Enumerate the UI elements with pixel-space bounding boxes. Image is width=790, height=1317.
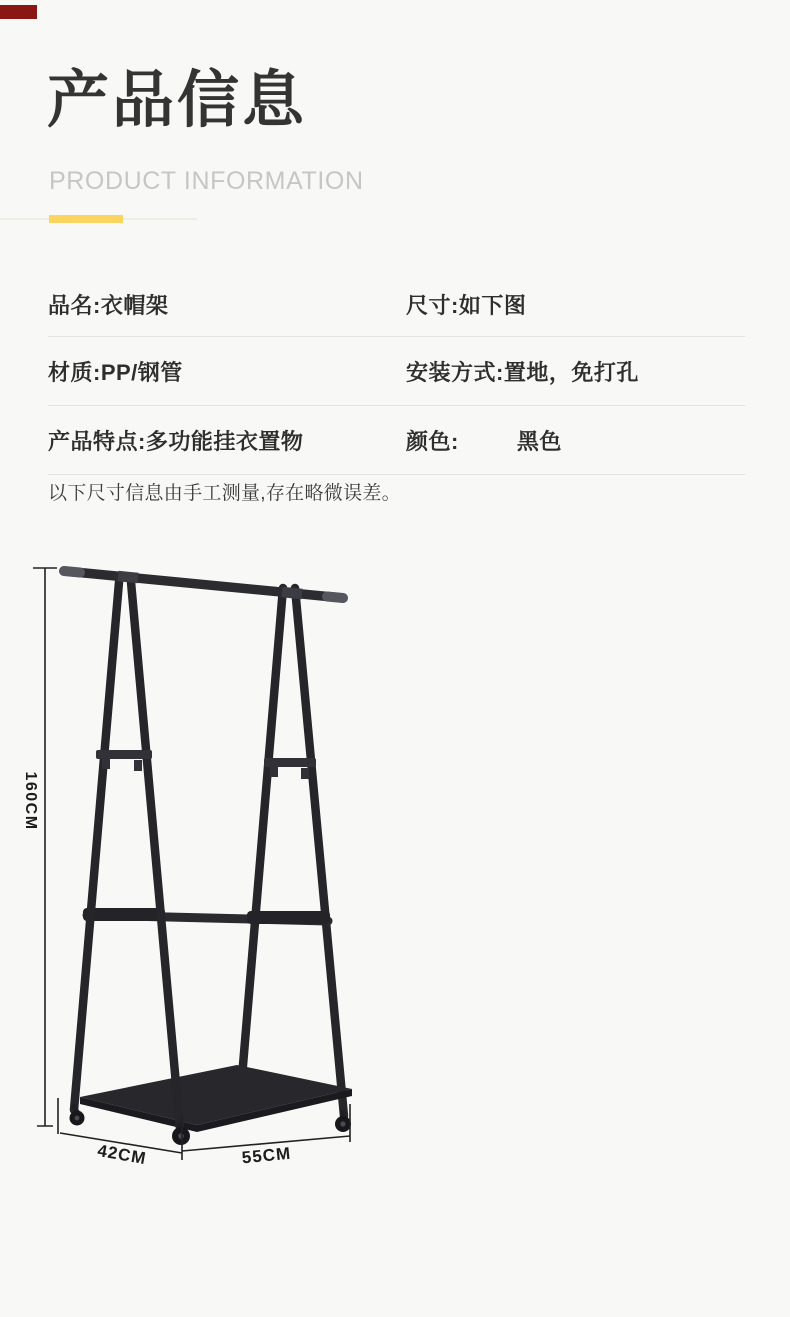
- spec-row-1: [48, 273, 745, 337]
- front-bracket-foot: [134, 760, 142, 771]
- front-bracket: [96, 750, 152, 759]
- page-subtitle: PRODUCT INFORMATION: [49, 167, 364, 195]
- cropped-red-banner-sliver: [0, 5, 37, 19]
- coat-rack-drawing: [64, 571, 352, 1145]
- rear-bracket: [264, 758, 316, 767]
- spec-material: 材质:PP/钢管: [48, 359, 183, 385]
- spec-row-2: [48, 337, 745, 406]
- spec-size: 尺寸:如下图: [406, 293, 527, 318]
- spec-features: 产品特点:多功能挂衣置物: [48, 428, 304, 454]
- spec-color: [406, 425, 745, 456]
- spec-row-3: [48, 406, 745, 475]
- front-left-leg: [74, 582, 119, 1110]
- bar-collar-left: [118, 576, 138, 578]
- page-title: 产品信息: [47, 66, 308, 135]
- spec-installation: 安装方式:置地，免打孔: [406, 359, 639, 385]
- caster-hub: [178, 1133, 184, 1139]
- product-dimension-diagram: [0, 540, 400, 1200]
- caster-hub: [75, 1116, 80, 1121]
- height-dimension-label: 160CM: [22, 771, 39, 831]
- coat-rack-svg: [0, 540, 400, 1200]
- measurement-note: 以下尺寸信息由手工测量,存在略微误差。: [48, 483, 401, 504]
- bottom-shelf: [80, 1065, 352, 1125]
- rear-right-leg: [295, 588, 344, 1116]
- spec-color-label: 颜色:: [406, 428, 459, 454]
- bar-end-cap-right: [327, 597, 343, 599]
- height-dimension-line: [33, 568, 57, 1126]
- bar-end-cap-left: [64, 571, 80, 573]
- front-right-leg: [131, 582, 180, 1129]
- width-dimension-label: 55CM: [240, 1143, 292, 1168]
- spec-color-value: 黑色: [516, 428, 562, 454]
- spec-product-name: 品名:衣帽架: [48, 293, 169, 318]
- rear-bracket-foot: [301, 768, 309, 779]
- title-yellow-underline: [49, 215, 123, 223]
- spec-table: [48, 273, 745, 475]
- rear-left-leg: [241, 588, 283, 1089]
- rail-joint-right: [247, 911, 330, 924]
- rear-bracket-foot: [270, 766, 278, 777]
- front-bracket-foot: [102, 758, 110, 769]
- depth-dimension-label: 42CM: [96, 1140, 148, 1169]
- bar-collar-right: [282, 592, 302, 594]
- caster-hub: [340, 1121, 345, 1126]
